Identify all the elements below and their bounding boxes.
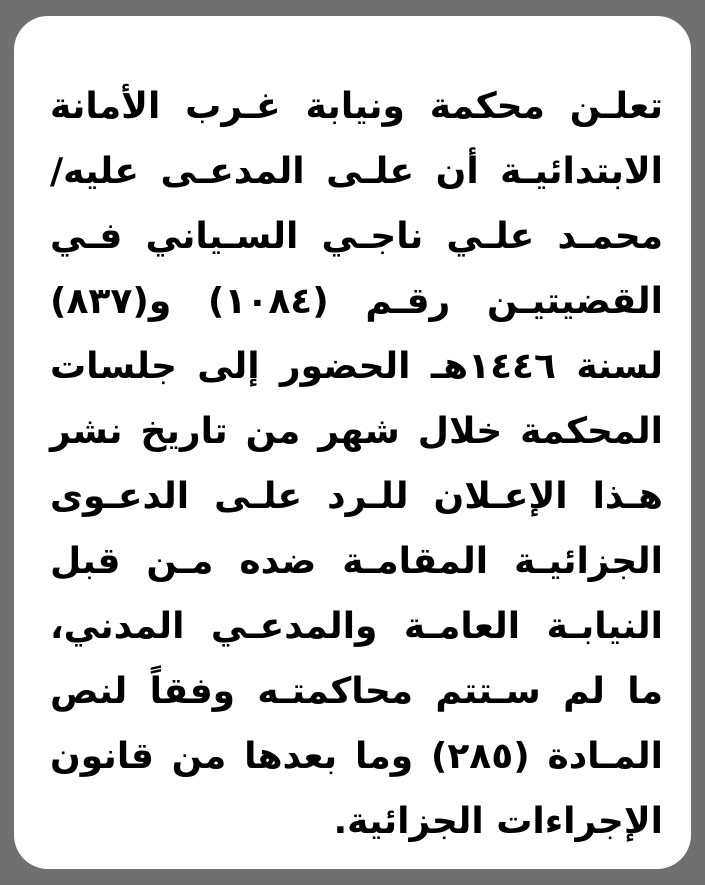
notice-line: محمـد علـي ناجـي السـياني فـي [50, 216, 663, 257]
notice-card [14, 16, 691, 869]
notice-line: الجزائيـة المقامـة ضده مـن قبل [50, 541, 663, 582]
notice-line: المحكمة خلال شهر من تاريخ نشر [50, 411, 663, 452]
notice-line: لسنة ١٤٤٦هـ الحضور إلى جلسات [50, 346, 663, 387]
notice-line: المـادة (٢٨٥) وما بعدها من قانون [50, 736, 663, 777]
notice-line: ما لم سـتتم محاكمتـه وفقاً لنص [50, 671, 663, 712]
notice-line: القضيتيـن رقـم (١٠٨٤) و(٨٣٧) [50, 281, 663, 322]
notice-line: الابتدائيـة أن علـى المدعـى عليه/ [50, 151, 663, 192]
notice-line: هـذا الإعـلان للـرد علـى الدعـوى [50, 476, 663, 517]
notice-line: تعلـن محكمة ونيابة غـرب الأمانة [50, 86, 663, 127]
notice-line: النيابـة العامـة والمدعـي المدني، [50, 606, 663, 647]
notice-line: الإجراءات الجزائية. [333, 801, 663, 842]
notice-text [50, 74, 663, 854]
